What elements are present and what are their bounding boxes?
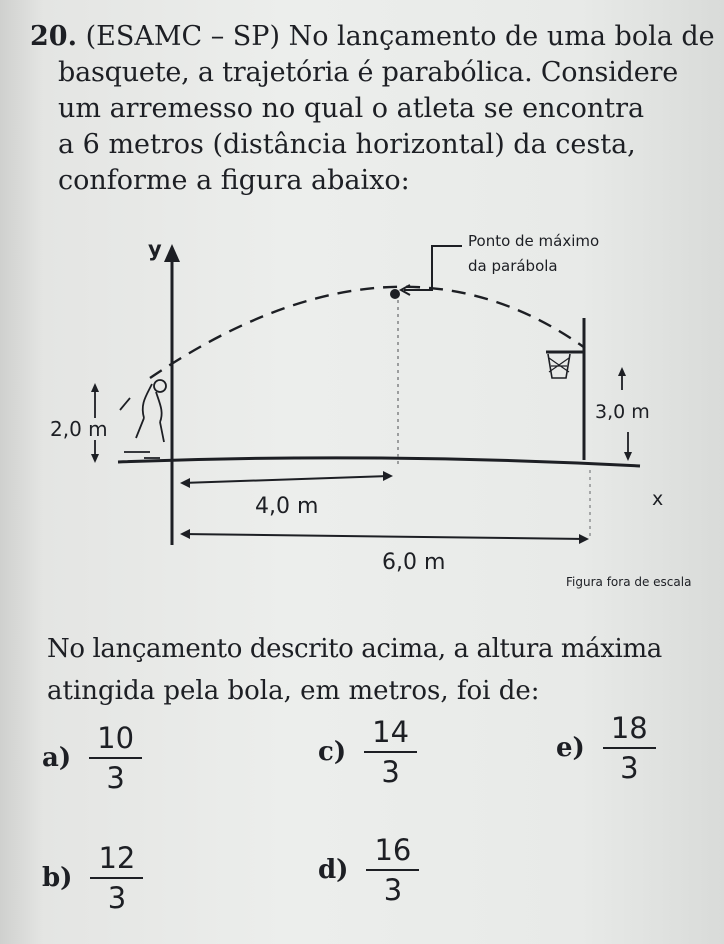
option-letter: e) xyxy=(556,733,585,763)
fraction-numerator: 16 xyxy=(374,833,412,867)
x-axis xyxy=(118,458,640,466)
fraction-denominator: 3 xyxy=(89,757,142,794)
question-line-3: um arremesso no qual o atleta se encontra xyxy=(58,93,645,124)
hoop-height-label: 3,0 m xyxy=(595,401,650,423)
hoop-height-arrowhead-down xyxy=(624,452,632,461)
vertex-distance-arrow-right xyxy=(383,471,393,481)
fraction-denominator: 3 xyxy=(90,877,143,914)
hoop-distance-line xyxy=(182,534,586,539)
option-c[interactable] xyxy=(318,716,413,788)
option-fraction xyxy=(94,842,139,914)
option-d[interactable] xyxy=(318,834,415,906)
question-prompt xyxy=(47,630,662,710)
vertex-distance-label: 4,0 m xyxy=(255,494,319,519)
basketball-hoop-icon xyxy=(546,318,584,460)
option-fraction xyxy=(368,716,413,788)
option-b[interactable] xyxy=(42,842,139,914)
parabola-trajectory xyxy=(150,287,585,378)
y-axis-label: y xyxy=(148,237,162,261)
vertex-point xyxy=(390,289,400,299)
player-height-arrowhead-down xyxy=(91,454,99,463)
vertex-distance-arrow-left xyxy=(180,478,190,488)
option-e[interactable] xyxy=(556,712,652,784)
prompt-line-1: No lançamento descrito acima, a altura máxima xyxy=(47,634,662,664)
player-height-label: 2,0 m xyxy=(50,417,108,441)
question-text-line: (ESAMC – SP) No lançamento de uma bola de xyxy=(85,21,715,52)
fraction-denominator: 3 xyxy=(364,751,417,788)
vertex-label-line2: da parábola xyxy=(468,257,558,275)
question-line-4: a 6 metros (distância horizontal) da cesta, xyxy=(58,129,636,160)
fraction-denominator: 3 xyxy=(603,747,656,784)
option-letter: d) xyxy=(318,855,349,885)
prompt-line-2: atingida pela bola, em metros, foi de: xyxy=(47,676,540,706)
basketball-player-icon xyxy=(120,380,166,458)
player-height-arrowhead-up xyxy=(91,383,99,392)
fraction-denominator: 3 xyxy=(366,869,419,906)
hoop-height-arrowhead-up xyxy=(618,367,626,376)
question-number: 20. xyxy=(30,21,77,52)
option-fraction xyxy=(607,712,652,784)
scale-note: Figura fora de escala xyxy=(566,575,692,589)
hoop-distance-label: 6,0 m xyxy=(382,550,446,575)
question-line-2: basquete, a trajetória é parabólica. Considere xyxy=(58,57,678,88)
fraction-numerator: 14 xyxy=(372,715,410,749)
fraction-numerator: 12 xyxy=(98,841,136,875)
option-letter: a) xyxy=(42,743,72,773)
question-line-5: conforme a figura abaixo: xyxy=(58,165,410,196)
vertex-distance-line xyxy=(182,476,390,483)
hoop-distance-arrow-right xyxy=(579,534,589,544)
fraction-numerator: 18 xyxy=(610,711,648,745)
option-a[interactable] xyxy=(42,722,138,794)
hoop-distance-arrow-left xyxy=(180,529,190,539)
option-letter: b) xyxy=(42,863,73,893)
option-fraction xyxy=(370,834,415,906)
option-letter: c) xyxy=(318,737,347,767)
vertex-label-line1: Ponto de máximo xyxy=(468,232,600,250)
fraction-numerator: 10 xyxy=(97,721,135,755)
x-axis-label: x xyxy=(652,488,664,510)
y-axis-arrowhead xyxy=(164,244,180,262)
vertex-pointer-line xyxy=(404,246,462,290)
option-fraction xyxy=(93,722,138,794)
